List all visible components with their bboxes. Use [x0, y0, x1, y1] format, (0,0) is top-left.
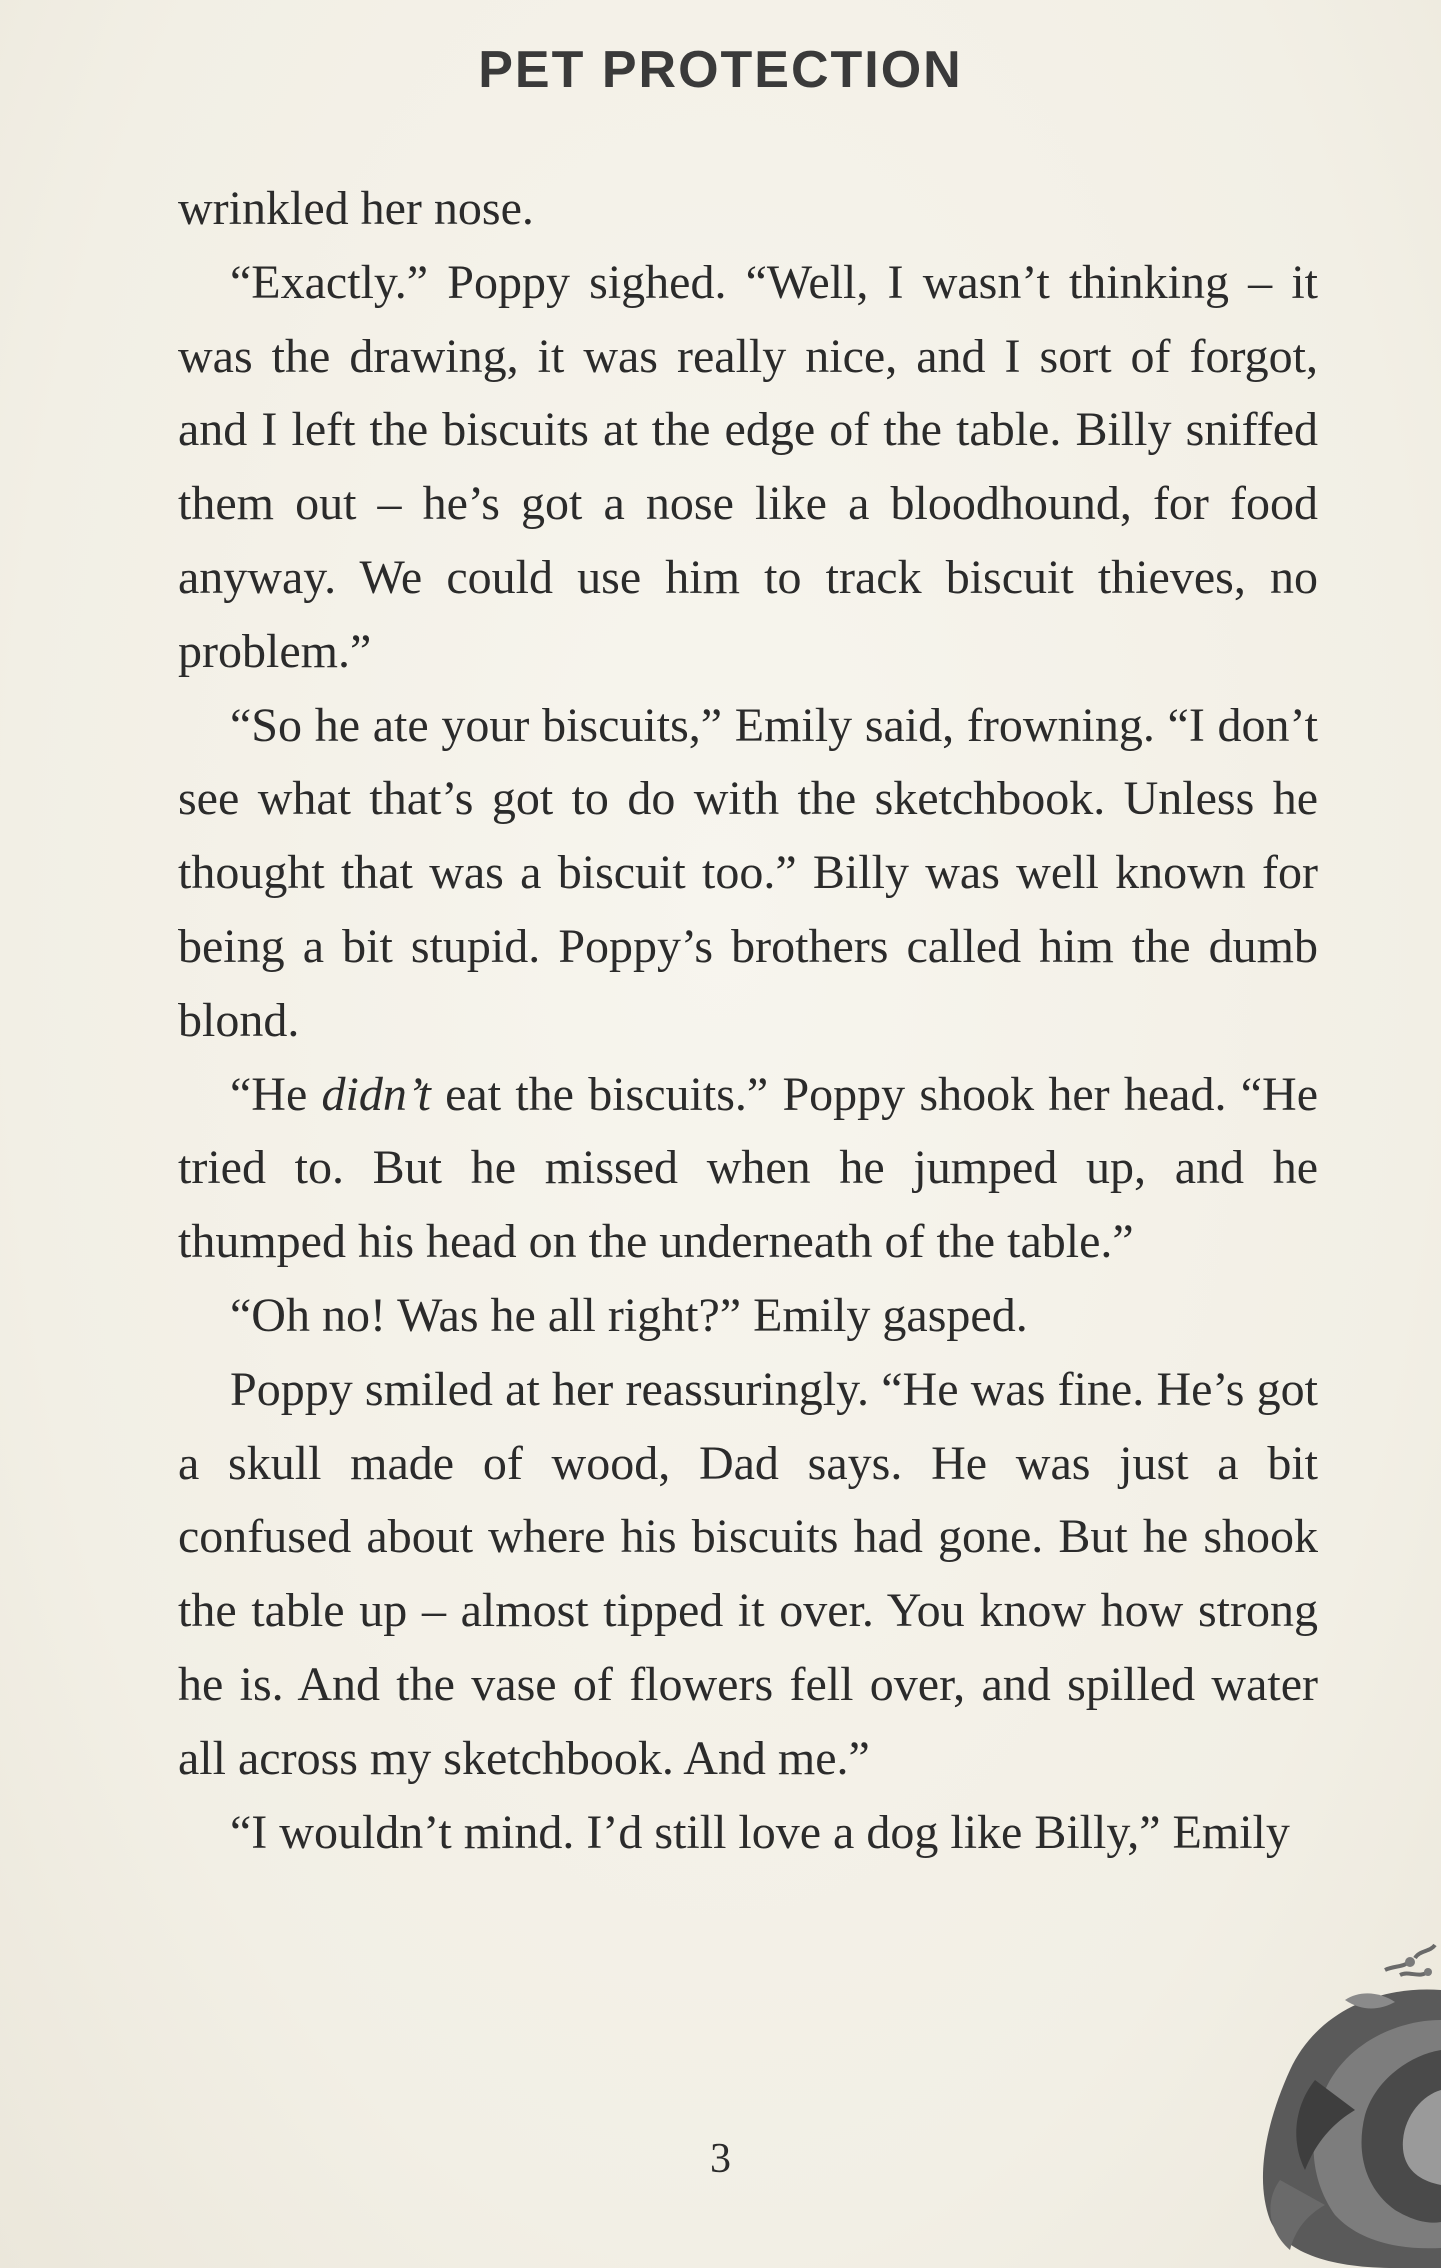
paragraph — [178, 172, 1318, 246]
paragraph — [178, 1058, 1318, 1279]
text-run: “Exactly.” Poppy sighed. “Well, I wasn’t thinking – it was the drawing, it was really nice, and I sort of forgot, and I left the biscuits at the edge of the table. Billy sniffed them out – he’s got a nose like a bloodhound, for food anyway. We could use him to track biscuit thieves, no problem.” — [178, 255, 1318, 678]
text-run: “I wouldn’t mind. I’d still love a dog like Billy,” Emily — [230, 1805, 1290, 1859]
text-run: “So he ate your biscuits,” Emily said, frowning. “I don’t see what that’s got to do with the sketchbook. Unless he thought that was a biscuit too.” Billy was well known for being a bit stupid. Poppy’s brothers called him the dumb blond. — [178, 698, 1318, 1047]
page-number: 3 — [710, 2136, 731, 2182]
italic-text: didn’t — [321, 1067, 431, 1121]
text-run: wrinkled her nose. — [178, 182, 534, 235]
sprig-illustration — [1380, 1940, 1441, 2010]
paragraph — [178, 1353, 1318, 1796]
paragraph — [178, 246, 1318, 689]
text-run: eat the biscuits.” Poppy shook her head. “He tried to. But he missed when he jumped up, and he thumped his head on the underneath of the table.” — [178, 1067, 1318, 1269]
text-run: Poppy smiled at her reassuringly. “He was fine. He’s got a skull made of wood, Dad says. He was just a bit confused about where his biscuits had gone. But he shook the table up – almost tipped it over. You know how strong he is. And the vase of flowers fell over, and spilled water all across my sketchbook. And me.” — [178, 1362, 1318, 1785]
text-run: “Oh no! Was he all right?” Emily gasped. — [230, 1288, 1028, 1342]
paragraph — [178, 1796, 1318, 1870]
text-run: “He — [230, 1067, 322, 1121]
paragraph — [178, 1279, 1318, 1353]
running-head: PET PROTECTION — [478, 41, 963, 99]
paragraph — [178, 689, 1318, 1058]
body-text — [178, 172, 1318, 1869]
rose-decoration — [1263, 1989, 1441, 2268]
